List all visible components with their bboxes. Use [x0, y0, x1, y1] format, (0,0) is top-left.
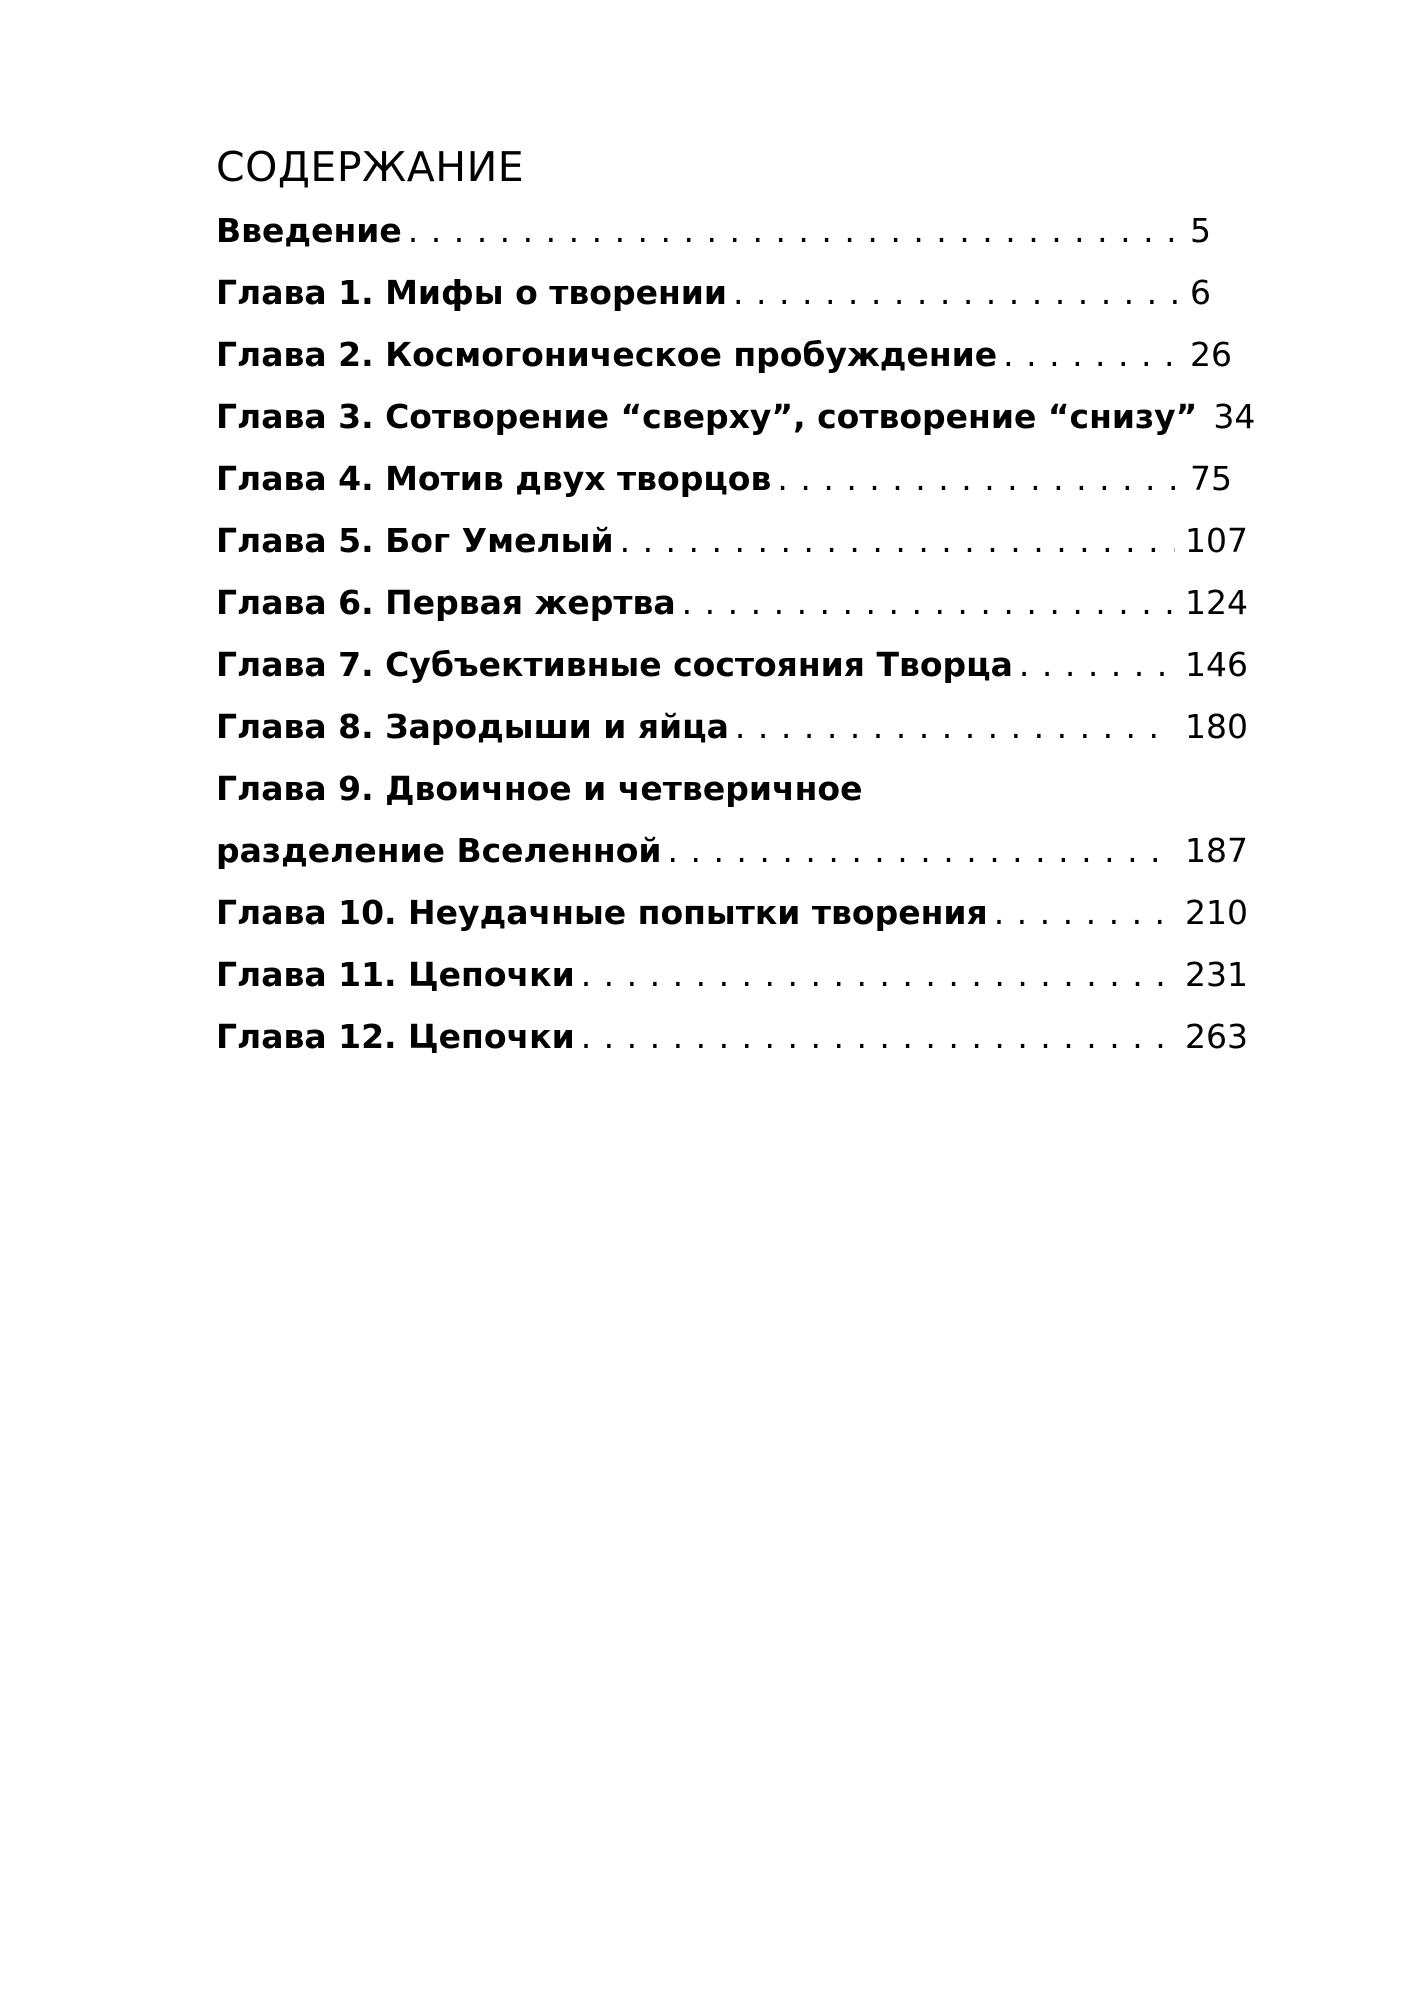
toc-entry-title: Глава 2. Космогоническое пробуждение	[216, 335, 998, 374]
table-of-contents	[216, 138, 1256, 1068]
dot-leader	[620, 510, 1175, 572]
toc-entry-introduction[interactable]	[216, 200, 1248, 262]
toc-entry-title: Глава 11. Цепочки	[216, 955, 575, 994]
toc-entry-page: 180	[1185, 707, 1248, 746]
toc-entry-title: Глава 4. Мотив двух творцов	[216, 459, 772, 498]
toc-entry-chapter-7[interactable]	[216, 634, 1248, 696]
toc-entry-title: Глава 1. Мифы о творении	[216, 273, 728, 312]
toc-entry-chapter-8[interactable]	[216, 696, 1248, 758]
toc-entry-page: 210	[1185, 893, 1248, 932]
dot-leader	[733, 262, 1180, 324]
toc-entry-chapter-3[interactable]	[216, 386, 1256, 448]
toc-entry-page: 107	[1185, 521, 1248, 560]
toc-entry-chapter-1[interactable]	[216, 262, 1248, 324]
toc-entry-page: 75	[1190, 459, 1232, 498]
toc-entry-title: Глава 5. Бог Умелый	[216, 521, 614, 560]
toc-entry-page: 34	[1213, 397, 1256, 436]
toc-entry-title: Глава 3. Сотворение “сверху”, сотворение “снизу”	[216, 397, 1198, 436]
dot-leader	[735, 696, 1175, 758]
toc-entry-title: разделение Вселенной	[216, 831, 662, 870]
dot-leader	[777, 448, 1180, 510]
toc-entry-chapter-9-line-2[interactable]	[216, 820, 1248, 882]
dot-leader	[581, 944, 1175, 1006]
dot-leader	[682, 572, 1175, 634]
toc-entry-page: 231	[1185, 955, 1248, 994]
dot-leader	[408, 200, 1180, 262]
toc-entry-page: 5	[1190, 211, 1211, 250]
toc-entry-chapter-4[interactable]	[216, 448, 1248, 510]
toc-entry-page: 26	[1190, 335, 1232, 374]
dot-leader	[994, 882, 1175, 944]
toc-entry-page: 187	[1185, 831, 1248, 870]
toc-entry-page: 263	[1185, 1017, 1248, 1056]
toc-entry-chapter-10[interactable]	[216, 882, 1248, 944]
toc-entry-page: 124	[1185, 583, 1248, 622]
toc-entry-title: Глава 12. Цепочки	[216, 1017, 575, 1056]
toc-entry-chapter-2[interactable]	[216, 324, 1248, 386]
toc-entry-title: Введение	[216, 211, 402, 250]
toc-entry-chapter-12[interactable]	[216, 1006, 1248, 1068]
dot-leader	[1003, 324, 1180, 386]
dot-leader	[581, 1006, 1175, 1068]
toc-entry-chapter-6[interactable]	[216, 572, 1248, 634]
toc-entry-chapter-5[interactable]	[216, 510, 1248, 572]
toc-entry-page: 146	[1185, 645, 1248, 684]
toc-entry-page: 6	[1190, 273, 1211, 312]
toc-entry-title: Глава 9. Двоичное и четверичное	[216, 769, 863, 808]
toc-entry-chapter-11[interactable]	[216, 944, 1248, 1006]
dot-leader	[667, 820, 1175, 882]
toc-entry-title: Глава 8. Зародыши и яйца	[216, 707, 729, 746]
toc-entry-title: Глава 6. Первая жертва	[216, 583, 676, 622]
toc-entry-title: Глава 10. Неудачные попытки творения	[216, 893, 988, 932]
toc-heading: СОДЕРЖАНИЕ	[216, 143, 525, 191]
toc-entry-title: Глава 7. Субъективные состояния Творца	[216, 645, 1013, 684]
dot-leader	[1019, 634, 1175, 696]
toc-entry-chapter-9-line-1[interactable]	[216, 758, 1248, 820]
